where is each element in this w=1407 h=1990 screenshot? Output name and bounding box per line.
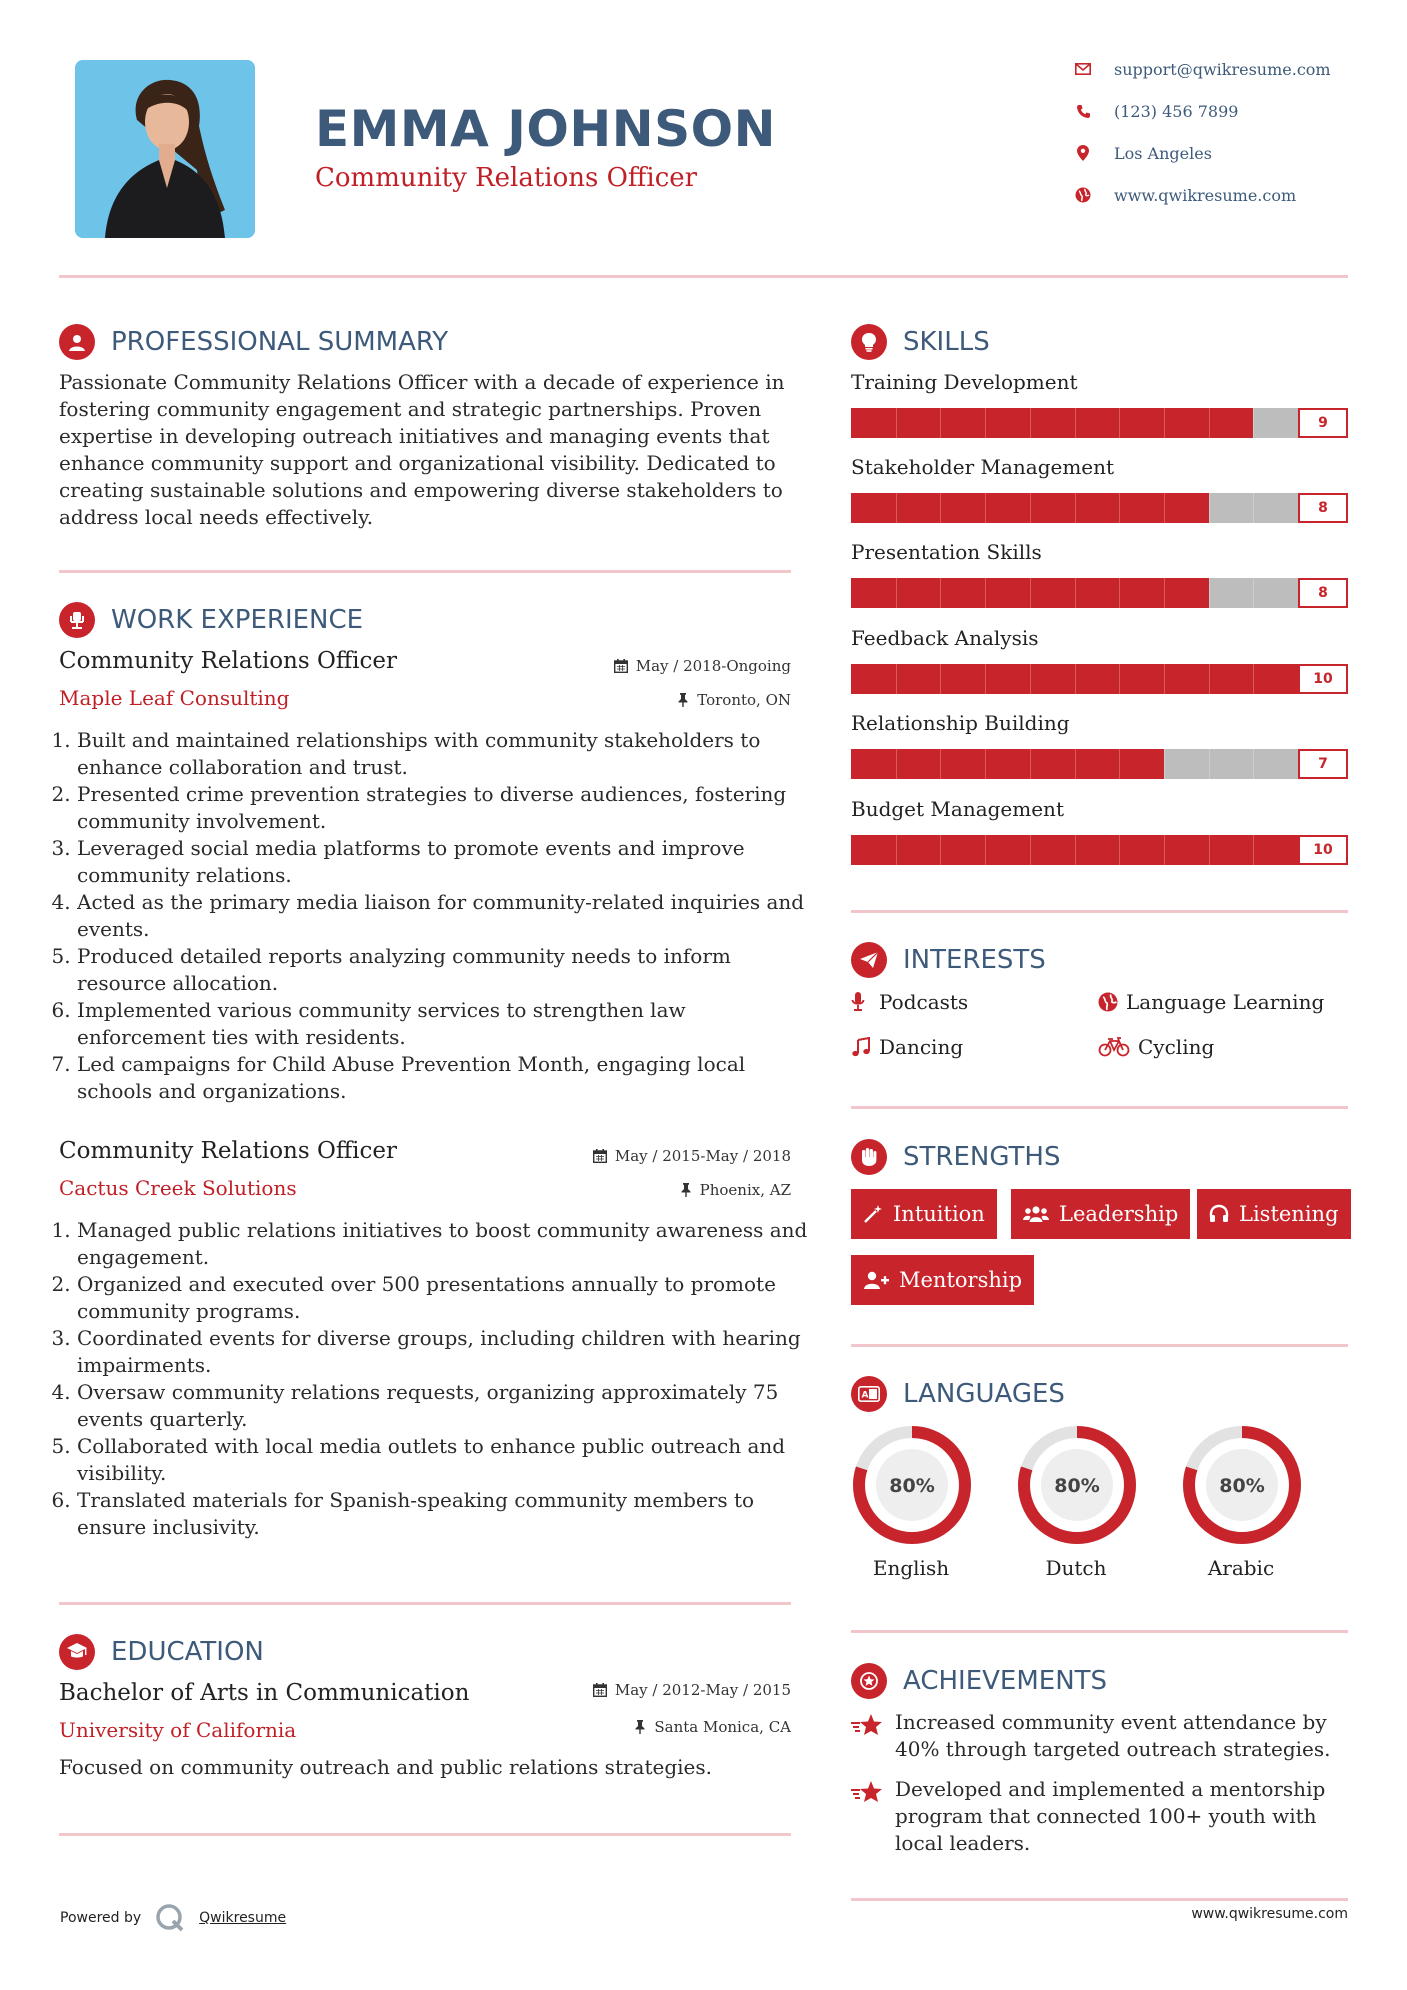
skill-bar [851, 493, 1348, 523]
header-divider [59, 275, 1348, 278]
pushpin-icon [680, 1183, 692, 1197]
job-1-company: Maple Leaf Consulting [59, 686, 290, 710]
interests-title: INTERESTS [903, 945, 1046, 975]
education-divider [59, 1833, 791, 1836]
skill-bar [851, 578, 1348, 608]
achievements-divider [851, 1898, 1348, 1901]
paper-plane-icon [851, 942, 887, 978]
skill-bar-segment [1030, 749, 1031, 779]
interest-item [1098, 987, 1324, 1017]
summary-divider [59, 570, 791, 573]
skill-bar-segment [1119, 493, 1120, 523]
education-school: University of California [59, 1718, 297, 1742]
skill-bar-segment [1119, 664, 1120, 694]
job-1-bullets [59, 727, 809, 1105]
experience-heading [59, 600, 363, 640]
job-2-location [540, 1181, 791, 1199]
skill-bar-segment [896, 664, 897, 694]
skill-name: Presentation Skills [851, 540, 1042, 564]
graduation-icon [59, 1634, 95, 1670]
strength-label: Intuition [893, 1202, 985, 1226]
experience-divider [59, 1602, 791, 1605]
list-item: 4. Oversaw community relations requests, organizing approximately 75 events quarterly. [77, 1379, 809, 1433]
strength-tag [851, 1255, 1034, 1305]
calendar-icon [614, 659, 628, 673]
education-location-text: Santa Monica, CA [654, 1718, 791, 1736]
award-star-icon [851, 1663, 887, 1699]
job-2-location-text: Phoenix, AZ [699, 1181, 791, 1199]
footer-powered-by [60, 1903, 286, 1933]
svg-text:A: A [861, 1390, 869, 1401]
achievement-item [851, 1776, 1348, 1857]
contact-email[interactable] [1072, 55, 1392, 83]
skill-bar-segment [1075, 835, 1076, 865]
education-description: Focused on community outreach and public relations strategies. [59, 1755, 712, 1779]
bicycle-icon [1098, 1037, 1136, 1057]
skill-bar-segment [1209, 835, 1210, 865]
skill-bar-segment [896, 835, 897, 865]
user-icon [59, 324, 95, 360]
skill-bar-segment [1075, 408, 1076, 438]
qwikresume-logo-icon [155, 1903, 185, 1933]
achievement-item [851, 1709, 1348, 1763]
skill-bar-segment [1253, 664, 1254, 694]
skill-bar-segment [940, 578, 941, 608]
list-item: 5. Produced detailed reports analyzing community needs to inform resource allocation. [77, 943, 809, 997]
languages-divider [851, 1630, 1348, 1633]
globe-icon [1072, 184, 1094, 206]
powered-by-text: Powered by [60, 1910, 142, 1926]
skill-bar-segment [1253, 749, 1254, 779]
user-plus-icon [863, 1270, 889, 1290]
list-item: 2. Presented crime prevention strategies to diverse audiences, fostering community involvement. [77, 781, 809, 835]
skill-bar-segment [1164, 408, 1165, 438]
job-2-bullets [59, 1217, 809, 1541]
calendar-icon [593, 1149, 607, 1163]
contact-phone[interactable] [1072, 97, 1392, 125]
pushpin-icon [677, 693, 689, 707]
skill-bar-segment [985, 835, 986, 865]
skill-score: 7 [1298, 749, 1348, 779]
skill-bar-segment [985, 749, 986, 779]
skill-bar-segment [985, 408, 986, 438]
skill-bar-segment [1030, 493, 1031, 523]
skill-bar-segment [1164, 749, 1165, 779]
skill-name: Stakeholder Management [851, 455, 1115, 479]
profile-photo [75, 60, 255, 238]
job-1-location [540, 691, 791, 709]
strength-tag [851, 1189, 997, 1239]
skill-name: Relationship Building [851, 711, 1070, 735]
skill-bar-segment [1030, 664, 1031, 694]
skill-bar-segment [1209, 493, 1210, 523]
skill-score: 8 [1298, 578, 1348, 608]
skill-score: 8 [1298, 493, 1348, 523]
skill-name: Budget Management [851, 797, 1064, 821]
star-icon [851, 1709, 895, 1763]
skill-bar-segment [940, 835, 941, 865]
skill-bar-fill [851, 749, 1164, 779]
strength-label: Leadership [1059, 1202, 1179, 1226]
skill-score: 10 [1298, 664, 1348, 694]
skill-bar-segment [1075, 493, 1076, 523]
strength-label: Mentorship [899, 1268, 1023, 1292]
skill-score: 10 [1298, 835, 1348, 865]
skill-bar-segment [985, 664, 986, 694]
interest-label: Dancing [879, 1035, 964, 1059]
lightbulb-icon [851, 324, 887, 360]
globe-icon [1098, 992, 1124, 1012]
users-icon [1023, 1204, 1049, 1224]
strengths-divider [851, 1344, 1348, 1347]
skill-bar-segment [1119, 749, 1120, 779]
skill-bar [851, 664, 1348, 694]
skill-bar-segment [1030, 578, 1031, 608]
achievement-text: Increased community event attendance by 40% through targeted outreach strategies. [895, 1710, 1331, 1761]
candidate-name: EMMA JOHNSON [315, 100, 776, 158]
microphone-icon [851, 992, 877, 1012]
language-level: 80% [1054, 1475, 1100, 1497]
strengths-title: STRENGTHS [903, 1142, 1061, 1172]
experience-title: WORK EXPERIENCE [111, 605, 364, 635]
calendar-icon [593, 1683, 607, 1697]
list-item: 5. Collaborated with local media outlets to enhance public outreach and visibility. [77, 1433, 809, 1487]
magic-wand-icon [863, 1204, 883, 1224]
headphones-icon [1209, 1204, 1229, 1224]
education-title: EDUCATION [111, 1637, 264, 1667]
skill-bar-segment [896, 749, 897, 779]
achievement-text: Developed and implemented a mentorship program that connected 100+ youth with local leaders. [895, 1777, 1326, 1855]
skill-bar [851, 408, 1348, 438]
job-1-location-text: Toronto, ON [697, 691, 791, 709]
list-item: 2. Organized and executed over 500 presentations annually to promote community programs. [77, 1271, 809, 1325]
skill-bar-segment [1119, 835, 1120, 865]
map-pin-icon [1072, 142, 1094, 164]
contact-phone-text: (123) 456 7899 [1114, 101, 1239, 121]
skill-bar-segment [1164, 493, 1165, 523]
summary-text: Passionate Community Relations Officer with a decade of experience in fostering community engagement and strategic partnerships. Proven expertise in developing outreach initiatives and managing events that enhance community support and organizational visibility. Dedicated to creating sustainable solutions and empowering diverse stakeholders to address local needs effectively. [59, 370, 785, 529]
strengths-heading [851, 1137, 1061, 1177]
skill-bar-segment [896, 408, 897, 438]
job-2-company: Cactus Creek Solutions [59, 1176, 297, 1200]
interest-item [1098, 1032, 1214, 1062]
skill-bar-segment [1209, 749, 1210, 779]
skill-bar-segment [985, 493, 986, 523]
job-1-dates [540, 657, 791, 675]
skill-bar-segment [1075, 664, 1076, 694]
job-2-title: Community Relations Officer [59, 1138, 398, 1164]
star-icon [851, 1776, 895, 1857]
contact-website[interactable] [1072, 181, 1392, 209]
list-item: 1. Managed public relations initiatives to boost community awareness and engagement. [77, 1217, 809, 1271]
strength-tag [1011, 1189, 1190, 1239]
skill-bar-segment [940, 408, 941, 438]
skill-bar-segment [896, 493, 897, 523]
language-level: 80% [1219, 1475, 1265, 1497]
interest-item [851, 1032, 963, 1062]
achievements-heading [851, 1661, 1107, 1701]
music-note-icon [851, 1037, 877, 1057]
interest-label: Cycling [1138, 1035, 1215, 1059]
skill-bar-segment [940, 664, 941, 694]
list-item: 6. Implemented various community services to strengthen law enforcement ties with residents. [77, 997, 809, 1051]
interest-item [851, 987, 968, 1017]
language-gauge [850, 1423, 974, 1547]
language-name: English [872, 1556, 950, 1580]
job-1-dates-text: May / 2018-Ongoing [635, 657, 791, 675]
education-heading [59, 1632, 264, 1672]
fist-icon [851, 1139, 887, 1175]
skill-bar-segment [1075, 578, 1076, 608]
list-item: 3. Coordinated events for diverse groups, including children with hearing impairments. [77, 1325, 809, 1379]
skills-divider [851, 910, 1348, 913]
skill-bar [851, 749, 1348, 779]
skill-bar-segment [896, 578, 897, 608]
list-item: 4. Acted as the primary media liaison for community-related inquiries and events. [77, 889, 809, 943]
summary-title: PROFESSIONAL SUMMARY [111, 327, 449, 357]
interests-divider [851, 1106, 1348, 1109]
skill-bar-segment [1253, 835, 1254, 865]
pushpin-icon [634, 1720, 646, 1734]
list-item: 6. Translated materials for Spanish-speaking community members to ensure inclusivity. [77, 1487, 809, 1541]
skill-bar-segment [1030, 835, 1031, 865]
job-2-dates-text: May / 2015-May / 2018 [614, 1147, 791, 1165]
education-dates [540, 1681, 791, 1699]
skill-bar-segment [1119, 578, 1120, 608]
list-item: 3. Leveraged social media platforms to promote events and improve community relations. [77, 835, 809, 889]
language-gauge [1015, 1423, 1139, 1547]
skill-bar-segment [1164, 835, 1165, 865]
candidate-title: Community Relations Officer [315, 163, 698, 193]
interests-heading [851, 940, 1046, 980]
contact-website-text: www.qwikresume.com [1114, 185, 1297, 205]
skill-bar [851, 835, 1348, 865]
phone-icon [1072, 100, 1094, 122]
summary-heading [59, 322, 448, 362]
skill-bar-segment [1209, 578, 1210, 608]
skill-bar-segment [1119, 408, 1120, 438]
envelope-icon [1072, 58, 1094, 80]
skills-heading [851, 322, 990, 362]
skill-bar-segment [1030, 408, 1031, 438]
skills-title: SKILLS [903, 327, 990, 357]
languages-title: LANGUAGES [903, 1379, 1065, 1409]
interest-label: Language Learning [1126, 990, 1325, 1014]
skill-bar-segment [985, 578, 986, 608]
skill-bar-segment [1253, 578, 1254, 608]
contact-email-text: support@qwikresume.com [1114, 59, 1331, 79]
language-name: Dutch [1045, 1556, 1107, 1580]
job-1-title: Community Relations Officer [59, 648, 398, 674]
interest-label: Podcasts [879, 990, 969, 1014]
skill-bar-segment [1209, 664, 1210, 694]
languages-heading [851, 1374, 1065, 1414]
skill-score: 9 [1298, 408, 1348, 438]
skill-bar-segment [1253, 408, 1254, 438]
education-location [540, 1718, 791, 1736]
language-gauge [1180, 1423, 1304, 1547]
language-level: 80% [889, 1475, 935, 1497]
office-chair-icon [59, 602, 95, 638]
education-dates-text: May / 2012-May / 2015 [614, 1681, 791, 1699]
job-2-dates [540, 1147, 791, 1165]
skill-bar-segment [940, 749, 941, 779]
contact-location [1072, 139, 1392, 167]
skill-bar-segment [1209, 408, 1210, 438]
achievements-title: ACHIEVEMENTS [903, 1666, 1108, 1696]
skill-bar-segment [1164, 664, 1165, 694]
skill-bar-segment [1253, 493, 1254, 523]
skill-bar-segment [1075, 749, 1076, 779]
skill-bar-segment [1164, 578, 1165, 608]
qwikresume-link[interactable]: Qwikresume [199, 1910, 287, 1926]
skill-name: Feedback Analysis [851, 626, 1039, 650]
skill-bar-segment [940, 493, 941, 523]
footer-website[interactable]: www.qwikresume.com [1191, 1906, 1348, 1922]
list-item: 1. Built and maintained relationships with community stakeholders to enhance collaboration and trust. [77, 727, 809, 781]
list-item: 7. Led campaigns for Child Abuse Prevention Month, engaging local schools and organizations. [77, 1051, 809, 1105]
skill-bar-fill [851, 408, 1253, 438]
education-degree: Bachelor of Arts in Communication [59, 1680, 470, 1706]
language-name: Arabic [1207, 1556, 1275, 1580]
translate-icon [851, 1376, 887, 1412]
strength-label: Listening [1239, 1202, 1339, 1226]
skill-name: Training Development [851, 370, 1078, 394]
contact-location-text: Los Angeles [1114, 143, 1212, 163]
strength-tag [1197, 1189, 1351, 1239]
